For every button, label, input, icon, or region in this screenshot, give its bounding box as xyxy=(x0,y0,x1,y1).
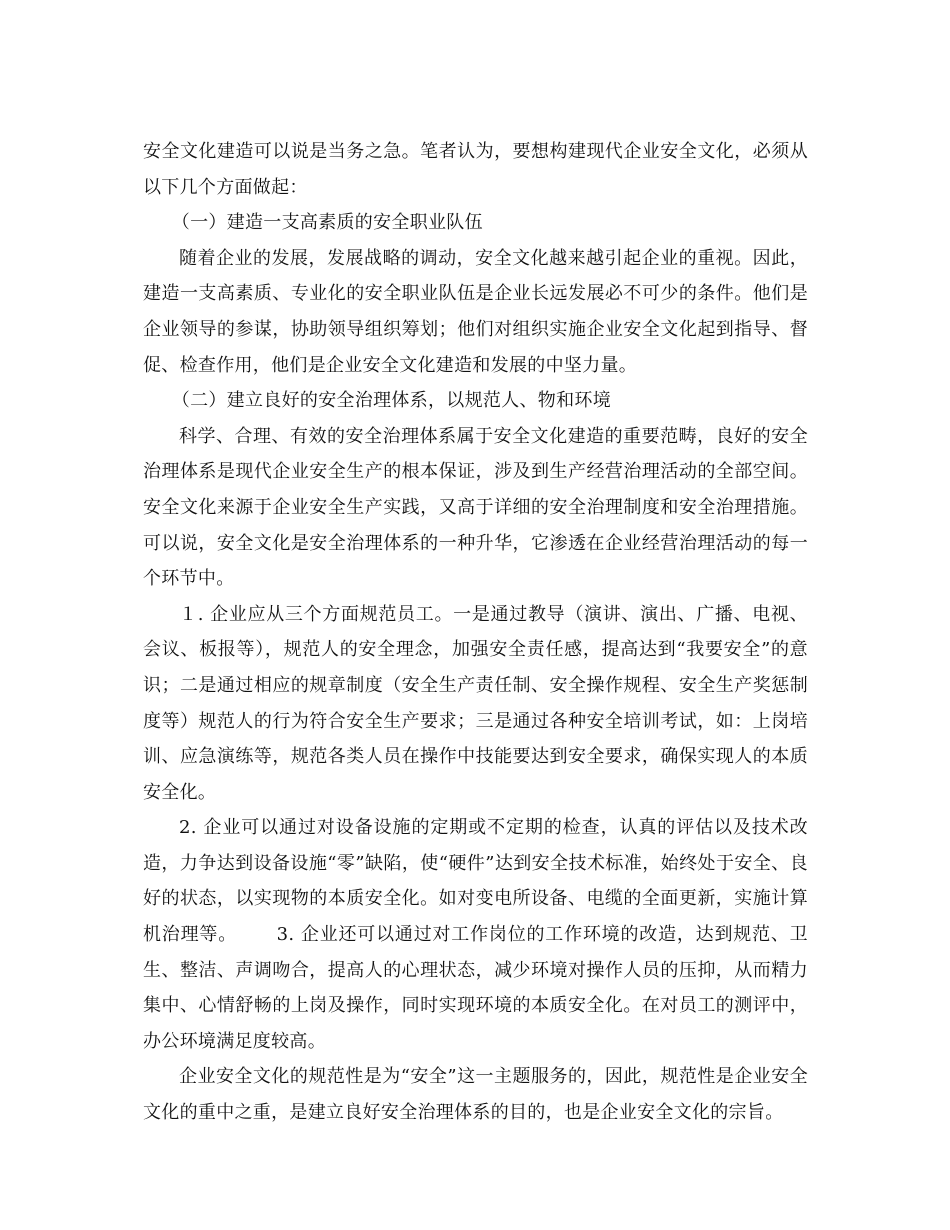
section-heading-1: （一）建造一支高素质的安全职业队伍 xyxy=(171,212,483,234)
item-3-text: 3. 企业还可以通过对工作岗位的工作环境的改造，达到规范、卫生、整洁、声调吻合，提高人的心理状态，减少环境对操作人员的压抑，从而精力集中、心情舒畅的上岗及操作，同时实现环境的本质安全化。在对员工的测评中，办公环境满足度较高。 xyxy=(143,924,808,1052)
paragraph-management-system: 科学、合理、有效的安全治理体系属于安全文化建造的重要范畴，良好的安全治理体系是现代企业安全生产的根本保证，涉及到生产经营治理活动的全部空间。安全文化来源于企业安全生产实践，又高于详细的安全治理制度和安全治理措施。可以说，安全文化是安全治理体系的一种升华，它渗透在企业经营治理活动的每一个环节中。 xyxy=(143,425,808,590)
item-2-text: 2. 企业可以通过对设备设施的定期或不定期的检查，认真的评估以及技术改造，力争达到设备设施“零”缺陷，使“硬件”达到安全技术标准，始终处于安全、良好的状态，以实现物的本质安全化。如对变电所设备、电缆的全面更新，实施计算机治理等。 xyxy=(143,817,808,946)
paragraph-item-2-3 xyxy=(143,810,808,1059)
paragraph-team: 随着企业的发展，发展战略的调动，安全文化越来越引起企业的重视。因此，建造一支高素质、专业化的安全职业队伍是企业长远发展必不可少的条件。他们是企业领导的参谋，协助领导组织筹划；他们对组织实施企业安全文化起到指导、督促、检查作用，他们是企业安全文化建造和发展的中坚力量。 xyxy=(143,247,808,376)
paragraph-item-1: １. 企业应从三个方面规范员工。一是通过教导（演讲、演出、广播、电视、会议、板报等），规范人的安全理念，加强安全责任感，提高达到“我要安全”的意识；二是通过相应的规章制度（安全生产责任制、安全操作规程、安全生产奖惩制度等）规范人的行为符合安全生产要求；三是通过各种安全培训考试，如：上岗培训、应急演练等，规范各类人员在操作中技能要达到安全要求，确保实现人的本质安全化。 xyxy=(143,603,808,803)
paragraph-intro: 安全文化建造可以说是当务之急。笔者认为，要想构建现代企业安全文化，必须从以下几个方面做起： xyxy=(143,141,808,198)
section-heading-2: （二）建立良好的安全治理体系，以规范人、物和环境 xyxy=(171,390,611,412)
document-body xyxy=(143,134,808,1131)
paragraph-conclusion: 企业安全文化的规范性是为“安全”这一主题服务的，因此，规范性是企业安全文化的重中之重，是建立良好安全治理体系的目的，也是企业安全文化的宗旨。 xyxy=(143,1066,808,1124)
